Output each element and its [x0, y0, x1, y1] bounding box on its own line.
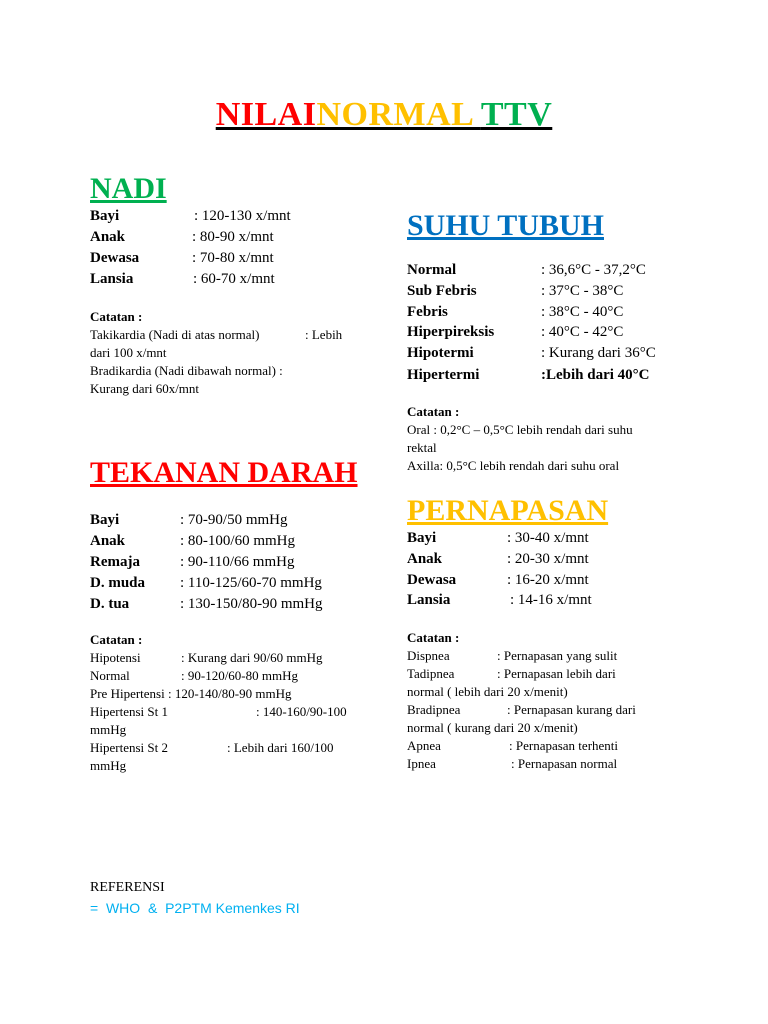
nadi-heading: NADI [90, 172, 167, 205]
nadi-note-bradikardia-cont: Kurang dari 60x/mnt [90, 381, 200, 396]
title-part-normal: NORMAL [316, 96, 481, 133]
tekanan-note-hipertensi-st2: Hipertensi St 2 : Lebih dari 160/100 [90, 740, 334, 755]
pernapasan-note-ipnea: Ipnea : Pernapasan normal [407, 756, 618, 771]
suhu-heading: SUHU TUBUH [407, 209, 604, 242]
nadi-note-bradikardia: Bradikardia (Nadi dibawah normal) : [90, 363, 283, 378]
pernapasan-note-bradipnea-cont: normal ( kurang dari 20 x/menit) [407, 720, 578, 735]
nadi-row-bayi: Bayi : 120-130 x/mnt [90, 208, 291, 224]
page-title [0, 96, 768, 134]
tekanan-row-remaja: Remaja : 90-110/66 mmHg [90, 554, 295, 570]
tekanan-row-d-muda: D. muda : 110-125/60-70 mmHg [90, 575, 322, 591]
nadi-note-takikardia-cont: dari 100 x/mnt [90, 345, 167, 360]
pernapasan-note-tadipnea: Tadipnea : Pernapasan lebih dari [407, 666, 616, 681]
suhu-row-normal: Normal : 36,6°C - 37,2°C [407, 262, 646, 278]
suhu-row-hipotermi: Hipotermi : Kurang dari 36°C [407, 345, 656, 361]
pernapasan-row-bayi: Bayi : 30-40 x/mnt [407, 530, 589, 546]
tekanan-note-normal: Normal : 90-120/60-80 mmHg [90, 668, 298, 683]
referensi-label: REFERENSI [90, 880, 165, 895]
tekanan-note-pre-hipertensi: Pre Hipertensi : 120-140/80-90 mmHg [90, 686, 292, 701]
nadi-note-takikardia: Takikardia (Nadi di atas normal) : Lebih [90, 327, 343, 342]
tekanan-note-hipertensi-st2-cont: mmHg [90, 758, 127, 773]
nadi-catatan-label: Catatan : [90, 309, 143, 324]
suhu-note-oral-cont: rektal [407, 440, 437, 455]
tekanan-note-hipotensi: Hipotensi : Kurang dari 90/60 mmHg [90, 650, 323, 665]
pernapasan-catatan-label: Catatan : [407, 630, 460, 645]
tekanan-note-hipertensi-st1: Hipertensi St 1 : 140-160/90-100 [90, 704, 347, 719]
pernapasan-note-apnea: Apnea : Pernapasan terhenti [407, 738, 619, 753]
tekanan-row-bayi: Bayi : 70-90/50 mmHg [90, 512, 288, 528]
pernapasan-note-dispnea: Dispnea : Pernapasan yang sulit [407, 648, 618, 663]
pernapasan-heading: PERNAPASAN [407, 494, 609, 527]
title-part-nilai: NILAI [215, 96, 317, 133]
pernapasan-note-bradipnea: Bradipnea : Pernapasan kurang dari [407, 702, 636, 717]
referensi-source: = WHO & P2PTM Kemenkes RI [90, 900, 300, 916]
suhu-row-febris: Febris : 38°C - 40°C [407, 304, 624, 320]
tekanan-heading: TEKANAN DARAH [90, 456, 358, 489]
suhu-note-oral: Oral : 0,2°C – 0,5°C lebih rendah dari suhu [407, 422, 633, 437]
suhu-note-axilla: Axilla: 0,5°C lebih rendah dari suhu oral [407, 458, 620, 473]
nadi-row-lansia: Lansia : 60-70 x/mnt [90, 271, 275, 287]
suhu-row-hipertermi: Hipertermi :Lebih dari 40°C [407, 367, 650, 383]
pernapasan-note-tadipnea-cont: normal ( lebih dari 20 x/menit) [407, 684, 568, 699]
suhu-row-hiperpireksis: Hiperpireksis : 40°C - 42°C [407, 324, 624, 340]
title-part-ttv: TTV [480, 96, 553, 133]
tekanan-row-anak: Anak : 80-100/60 mmHg [90, 533, 295, 549]
suhu-row-sub-febris: Sub Febris : 37°C - 38°C [407, 283, 624, 299]
pernapasan-row-anak: Anak : 20-30 x/mnt [407, 551, 589, 567]
tekanan-catatan-label: Catatan : [90, 632, 143, 647]
pernapasan-row-lansia: Lansia : 14-16 x/mnt [407, 592, 592, 608]
pernapasan-row-dewasa: Dewasa : 16-20 x/mnt [407, 572, 589, 588]
tekanan-note-hipertensi-st1-cont: mmHg [90, 722, 127, 737]
nadi-row-dewasa: Dewasa : 70-80 x/mnt [90, 250, 274, 266]
suhu-catatan-label: Catatan : [407, 404, 460, 419]
nadi-row-anak: Anak : 80-90 x/mnt [90, 229, 274, 245]
tekanan-row-d-tua: D. tua : 130-150/80-90 mmHg [90, 596, 323, 612]
